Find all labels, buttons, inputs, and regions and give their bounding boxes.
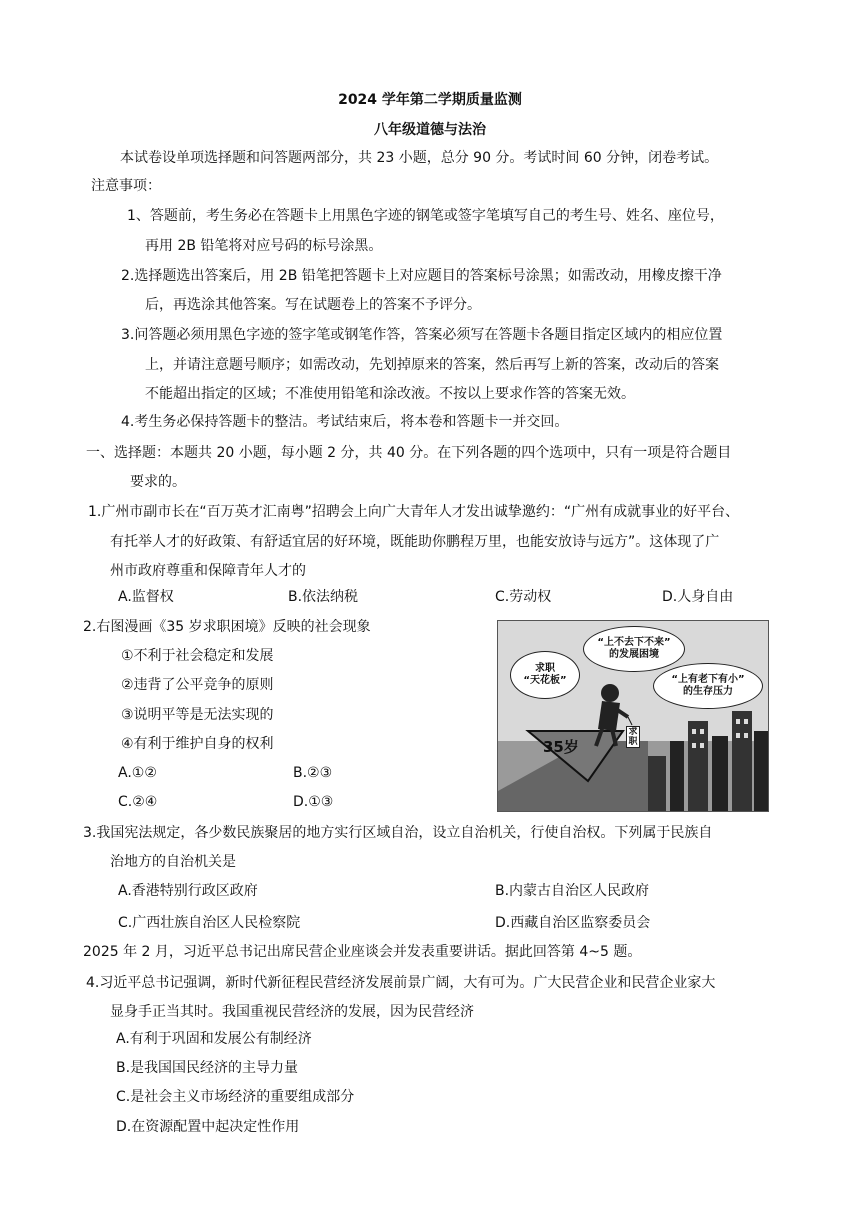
q1-line-2: 有托举人才的好政策、有舒适宜居的好环境，既能助你鹏程万里，也能安放诗与远方”。这体现了广 <box>110 534 720 550</box>
note-2-line-1: 2.选择题选出答案后，用 2B 铅笔把答题卡上对应题目的答案标号涂黑；如需改动，用橡皮擦干净 <box>121 268 722 284</box>
q2-stem: 2.右图漫画《35 岁求职困境》反映的社会现象 <box>83 619 371 635</box>
q4-option-c: C.是社会主义市场经济的重要组成部分 <box>116 1089 355 1105</box>
cartoon-35-job-dilemma <box>497 620 769 812</box>
note-4-line-1: 4.考生务必保持答题卡的整洁。考试结束后，将本卷和答题卡一并交回。 <box>121 414 569 430</box>
notes-heading: 注意事项： <box>91 178 161 194</box>
q2-option-d: D.①③ <box>293 794 334 810</box>
job-sign: 求职 <box>626 726 640 748</box>
q2-item-1: ①不利于社会稳定和发展 <box>121 648 274 664</box>
q2-option-b: B.②③ <box>293 765 333 781</box>
q4-line-1: 4.习近平总书记强调，新时代新征程民营经济发展前景广阔，大有可为。广大民营企业和民营企业家大 <box>86 975 716 991</box>
q1-option-d: D.人身自由 <box>662 589 734 605</box>
q4-option-b: B.是我国国民经济的主导力量 <box>116 1060 299 1076</box>
note-3-line-1: 3.问答题必须用黑色字迹的签字笔或钢笔作答，答案必须写在答题卡各题目指定区域内的相应位置 <box>121 327 723 343</box>
q3-option-d: D.西藏自治区监察委员会 <box>495 915 651 931</box>
q2-option-a: A.①② <box>118 765 157 781</box>
note-3-line-2: 上，并请注意题号顺序；如需改动，先划掉原来的答案，然后再写上新的答案，改动后的答案 <box>145 357 719 373</box>
q1-line-3: 州市政府尊重和保障青年人才的 <box>110 563 306 579</box>
speech-bubble-pressure: “上有老下有小” 的生存压力 <box>653 663 763 709</box>
q4-option-d: D.在资源配置中起决定性作用 <box>116 1119 300 1135</box>
note-3-line-3: 不能超出指定的区域；不准使用铅笔和涂改液。不按以上要求作答的答案无效。 <box>145 386 635 402</box>
q4-option-a: A.有利于巩固和发展公有制经济 <box>116 1031 312 1047</box>
q3-option-a: A.香港特别行政区政府 <box>118 883 258 899</box>
q1-option-a: A.监督权 <box>118 589 174 605</box>
q1-option-c: C.劳动权 <box>495 589 552 605</box>
exam-title: 2024 学年第二学期质量监测 <box>338 92 522 108</box>
q1-line-1: 1.广州市副市长在“百万英才汇南粤”招聘会上向广大青年人才发出诚挚邀约：“广州有成就事业的好平台、 <box>88 504 740 520</box>
q2-option-c: C.②④ <box>118 794 158 810</box>
section-1-line-2: 要求的。 <box>130 474 186 490</box>
q2-item-4: ④有利于维护自身的权利 <box>121 736 274 752</box>
q1-option-b: B.依法纳税 <box>288 589 359 605</box>
age-label: 35岁 <box>543 738 579 756</box>
q3-option-b: B.内蒙古自治区人民政府 <box>495 883 650 899</box>
q3-option-c: C.广西壮族自治区人民检察院 <box>118 915 301 931</box>
q2-item-2: ②违背了公平竞争的原则 <box>121 677 274 693</box>
note-2-line-2: 后，再选涂其他答案。写在试题卷上的答案不予评分。 <box>145 297 481 313</box>
speech-bubble-ceiling: 求职 “天花板” <box>510 651 580 699</box>
intro-text: 本试卷设单项选择题和问答题两部分，共 23 小题，总分 90 分。考试时间 60 分钟，闭卷考试。 <box>120 150 719 166</box>
q3-line-2: 治地方的自治机关是 <box>110 854 236 870</box>
context-q4-5: 2025 年 2 月，习近平总书记出席民营企业座谈会并发表重要讲话。据此回答第 4~5 题。 <box>83 944 642 960</box>
q3-line-1: 3.我国宪法规定，各少数民族聚居的地方实行区域自治，设立自治机关，行使自治权。下列属于民族自 <box>83 825 713 841</box>
note-1-line-1: 1、答题前，考生务必在答题卡上用黑色字迹的钢笔或签字笔填写自己的考生号、姓名、座位号， <box>127 208 724 224</box>
q4-line-2: 显身手正当其时。我国重视民营经济的发展，因为民营经济 <box>110 1004 474 1020</box>
q2-item-3: ③说明平等是无法实现的 <box>121 707 274 723</box>
speech-bubble-stuck: “上不去下不来” 的发展困境 <box>583 626 685 672</box>
exam-subject: 八年级道德与法治 <box>374 122 486 138</box>
note-1-line-2: 再用 2B 铅笔将对应号码的标号涂黑。 <box>145 238 383 254</box>
section-1-line-1: 一、选择题：本题共 20 小题，每小题 2 分，共 40 分。在下列各题的四个选项中，只有一项是符合题目 <box>86 445 732 461</box>
